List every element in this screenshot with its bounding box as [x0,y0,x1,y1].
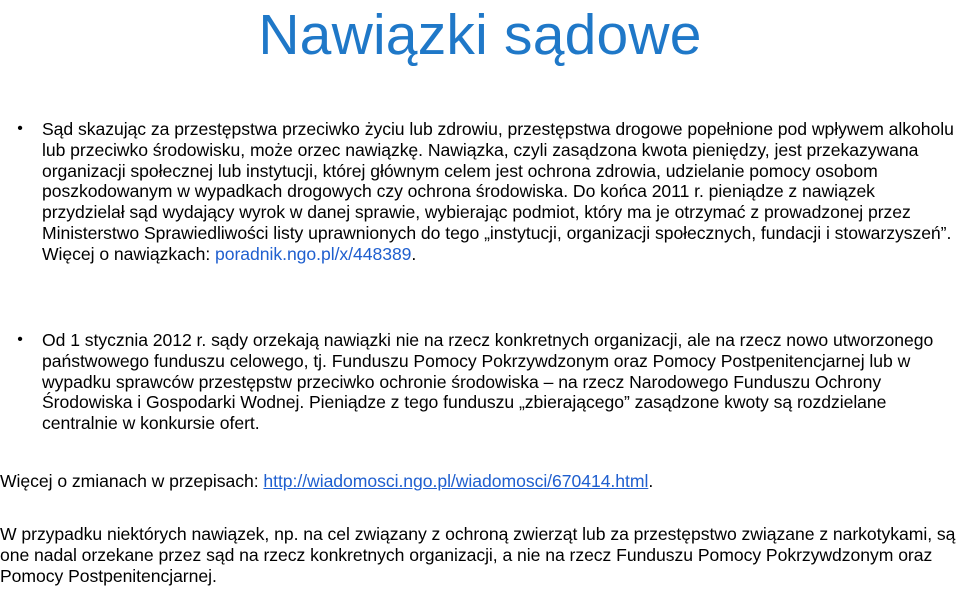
changes-paragraph [0,471,958,492]
bullet-icon: • [17,331,23,348]
bullet-text: Od 1 stycznia 2012 r. sądy orzekają nawiązki nie na rzecz konkretnych organizacji, ale na rzecz nowo utworzonego państwowego funduszu celowego, tj. Funduszu Pomocy Pokrzywdzonym oraz Pomocy Postpenitencjarnej lub w wypadku sprawców przestępstw przeciwko ochronie środowiska – na rzecz Narodowego Funduszu Ochrony Środowiska i Gospodarki Wodnej. Pieniądze z tego funduszu „zbierającego” zasądzone kwoty są rozdzielane centralnie w konkursie ofert. [42,330,934,434]
bullet-text-body: Sąd skazując za przestępstwa przeciwko życiu lub zdrowiu, przestępstwa drogowe popełnione pod wpływem alkoholu lub przeciwko środowisku, może orzec nawiązkę. Nawiązka, czyli zasądzona kwota pieniędzy, jest przekazywana organizacji społecznej lub instytucji, której głównym celem jest ochrona zdrowia, udzielanie pomocy osobom poszkodowanym w wypadkach drogowych czy ochrona środowiska. Do końca 2011 r. pieniądze z nawiązek przydzielał sąd wydający wyrok w danej sprawie, wybierając podmiot, który ma je otrzymać z prowadzonej przez Ministerstwo Sprawiedliwości listy uprawnionych do tego „instytucji, organizacji społecznych, fundacji i stowarzyszeń”. Więcej o nawiązkach: [42,119,954,264]
closing-paragraph: W przypadku niektórych nawiązek, np. na cel związany z ochroną zwierząt lub za przestępstwo związane z narkotykami, są one nadal orzekane przez sąd na rzecz konkretnych organizacji, a nie na rzecz Funduszu Pomocy Pokrzywdzonym oraz Pomocy Postpenitencjarnej. [0,524,956,586]
wiadomosci-link[interactable]: http://wiadomosci.ngo.pl/wiadomosci/670414.html [263,471,649,491]
bullet-icon: • [17,120,23,137]
bullet-text [42,119,958,265]
bullet-text-end: . [411,243,417,264]
slide-title: Nawiązki sądowe [258,3,702,67]
changes-text: Więcej o zmianach w przepisach: [0,471,264,491]
poradnik-link[interactable]: poradnik.ngo.pl/x/448389 [215,243,412,264]
changes-text-end: . [648,471,654,491]
